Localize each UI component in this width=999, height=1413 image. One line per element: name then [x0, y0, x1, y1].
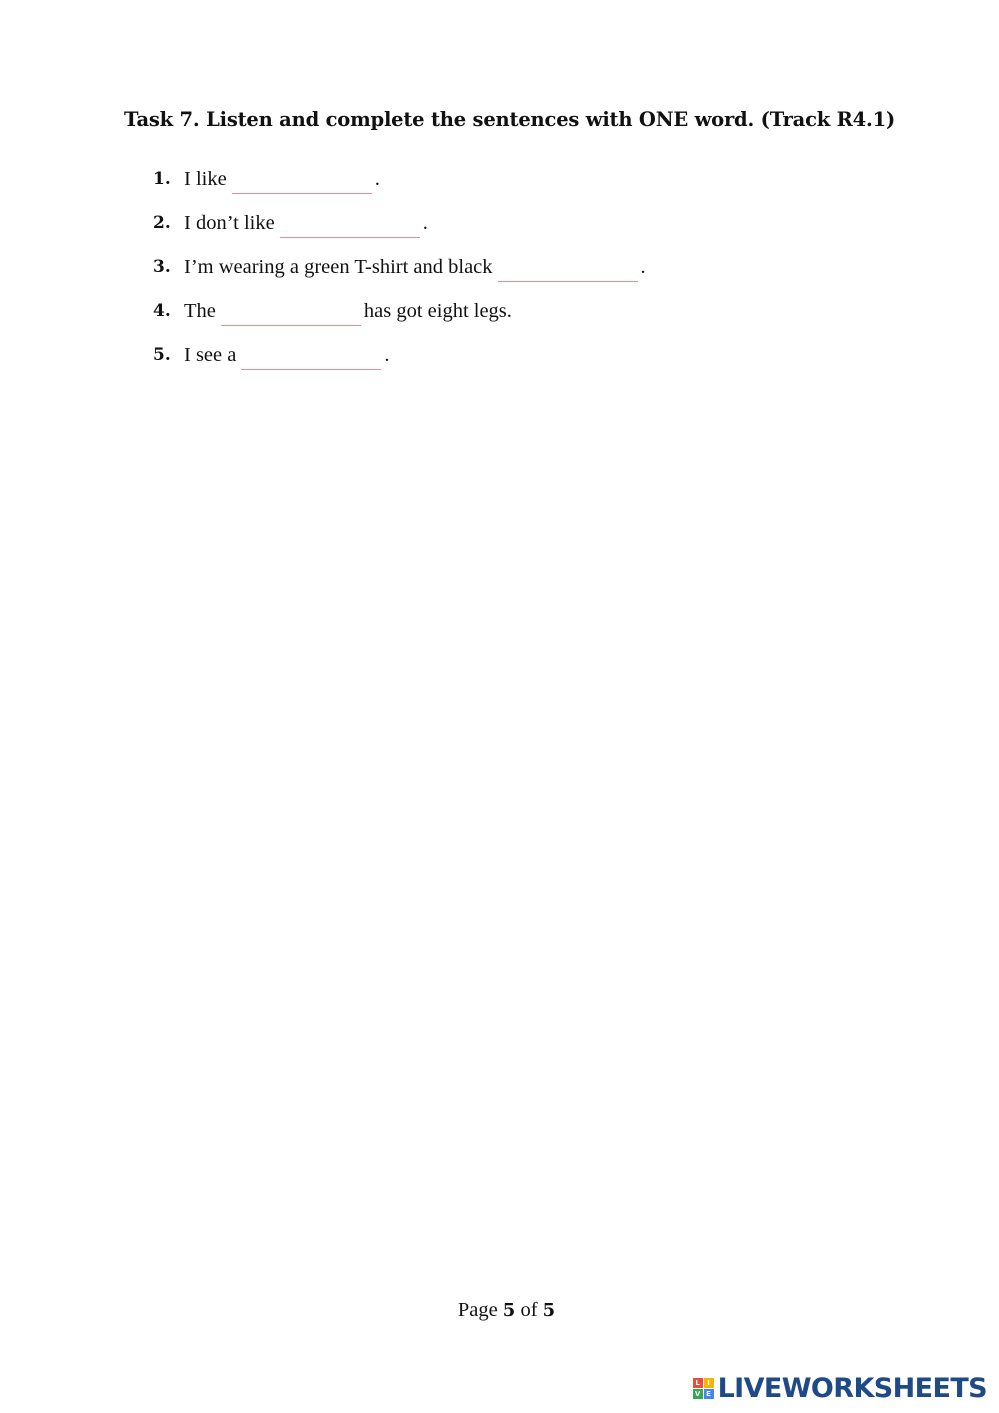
question-text-before: The — [184, 300, 216, 322]
question-text — [184, 208, 428, 238]
question-text-after: . — [384, 344, 390, 366]
question-text — [184, 296, 512, 326]
question-text-after: . — [374, 168, 380, 190]
question-text-after: . — [640, 256, 646, 278]
logo-letter-i: I — [704, 1378, 714, 1388]
answer-blank-2[interactable] — [280, 215, 420, 238]
question-item-5 — [153, 340, 646, 384]
question-number: 3. — [153, 257, 171, 277]
total-pages-number: 5 — [542, 1300, 556, 1321]
answer-blank-5[interactable] — [241, 347, 381, 370]
answer-blank-4[interactable] — [221, 303, 361, 326]
question-item-2 — [153, 208, 646, 252]
question-text — [184, 164, 380, 194]
question-item-1 — [153, 164, 646, 208]
question-text-before: I’m wearing a green T-shirt and black — [184, 256, 493, 278]
question-number: 5. — [153, 345, 171, 365]
current-page-number: 5 — [502, 1300, 516, 1321]
question-text — [184, 340, 389, 370]
brand-name: LIVEWORKSHEETS — [717, 1373, 987, 1404]
task-title: Task 7. Listen and complete the sentences with ONE word. (Track R4.1) — [124, 108, 896, 131]
question-number: 4. — [153, 301, 171, 321]
logo-letter-v: V — [693, 1389, 703, 1399]
answer-blank-3[interactable] — [498, 259, 638, 282]
page-footer — [0, 1299, 999, 1322]
logo-letter-e: E — [704, 1389, 714, 1399]
question-text-before: I see a — [184, 344, 237, 366]
question-text-after: has got eight legs. — [363, 300, 512, 322]
question-number: 2. — [153, 213, 171, 233]
logo-letter-l: L — [693, 1378, 703, 1388]
question-item-3 — [153, 252, 646, 296]
question-list — [153, 164, 646, 384]
question-text-before: I like — [184, 168, 227, 190]
question-number: 1. — [153, 169, 171, 189]
question-item-4 — [153, 296, 646, 340]
answer-blank-1[interactable] — [232, 171, 372, 194]
question-text-before: I don’t like — [184, 212, 275, 234]
question-text — [184, 252, 646, 282]
page-word: Page — [457, 1299, 498, 1321]
of-word: of — [520, 1299, 538, 1321]
question-text-after: . — [422, 212, 428, 234]
liveworksheets-logo-icon — [693, 1378, 714, 1399]
liveworksheets-brand[interactable] — [693, 1373, 987, 1404]
